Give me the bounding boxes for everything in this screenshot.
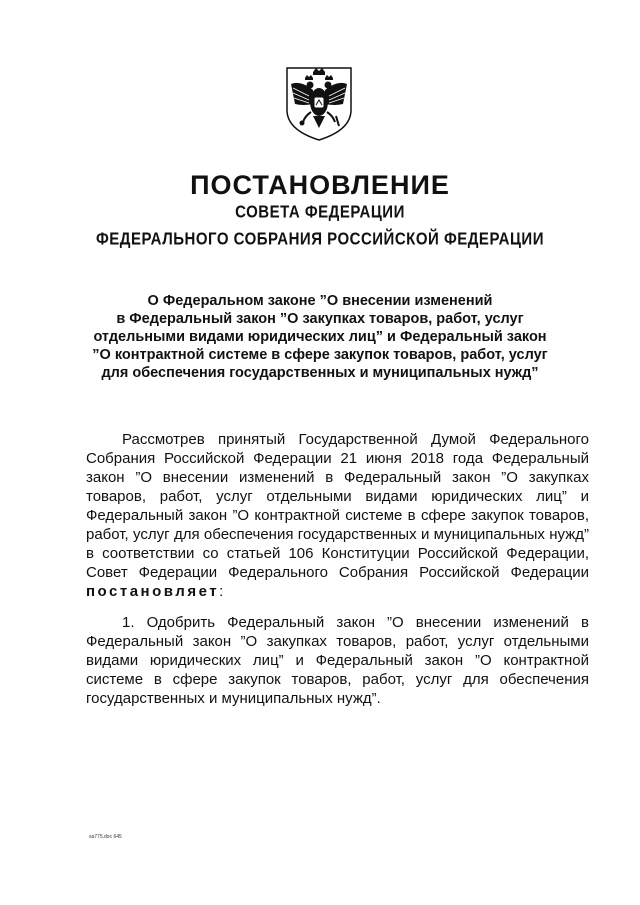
heading-line: в Федеральный закон ”О закупках товаров, работ, услуг — [116, 311, 524, 327]
preamble-colon: : — [219, 583, 224, 600]
document-title: ПОСТАНОВЛЕНИЕ — [190, 170, 450, 200]
resolution-item-1: 1. Одобрить Федеральный закон ”О внесении изменений в Федеральный закон ”О закупках товаров, работ, услуг отдельными видами юридических лиц” и Федеральный закон ”О контрактной системе в сфере закупок товаров, работ, услуг для обеспечения государственных и муниципальных нужд”. — [86, 614, 589, 707]
issuer-line-2: ФЕДЕРАЛЬНОГО СОБРАНИЯ РОССИЙСКОЙ ФЕДЕРАЦИИ — [96, 229, 544, 250]
russian-coat-of-arms-icon — [283, 66, 355, 142]
document-heading — [80, 292, 560, 382]
heading-line: ”О контрактной системе в сфере закупок товаров, работ, услуг — [92, 347, 548, 363]
issuer-line-1: СОВЕТА ФЕДЕРАЦИИ — [235, 202, 405, 223]
heading-line: отдельными видами юридических лиц” и Федеральный закон — [93, 329, 547, 345]
file-reference: sa775.doc 645 — [89, 834, 122, 840]
preamble-paragraph — [86, 430, 589, 601]
heading-line: О Федеральном законе ”О внесении изменений — [147, 293, 493, 309]
heading-line: для обеспечения государственных и муниципальных нужд” — [101, 365, 539, 381]
resolves-keyword: постановляет — [86, 583, 220, 600]
preamble-text: Рассмотрев принятый Государственной Думой Федерального Собрания Российской Федерации 21 июня 2018 года Федеральный закон ”О внесении изменений в Федеральный закон ”О закупках товаров, работ, услуг отдельными видами юридических лиц” и Федеральный закон ”О контрактной системе в сфере закупок товаров, работ, услуг для обеспечения государственных и муниципальных нужд” в соответствии со статьей 106 Конституции Российской Федерации, Совет Федерации Федерального Собрания Российской Федерации — [86, 431, 589, 581]
